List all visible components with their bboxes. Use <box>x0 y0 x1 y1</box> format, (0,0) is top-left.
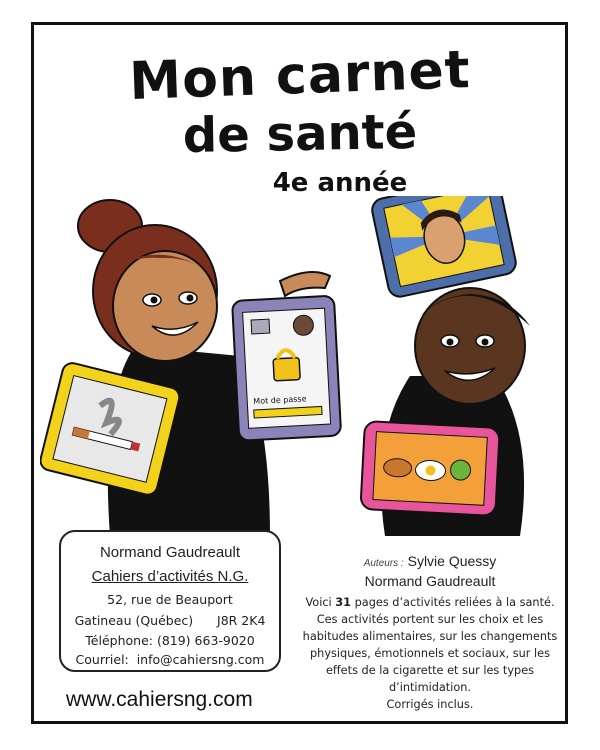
grade-label: 4e année <box>272 168 408 198</box>
publisher-box <box>59 530 281 672</box>
title-line-2: de santé <box>182 103 418 165</box>
tablet-password <box>232 296 341 441</box>
description <box>300 594 560 713</box>
description-text: pages d’activités reliées à la santé. Ces activités portent sur les choix et les habitudes alimentaires, sur les changements physiques, émotionnels et sociaux, sur les effets de la cigarette et sur les types d’intimidation. <box>302 596 558 694</box>
tablet-food <box>360 421 499 516</box>
tablet-face <box>370 196 518 299</box>
publisher-city: Gatineau (Québec) J8R 2K4 <box>74 613 266 628</box>
website-link[interactable]: www.cahiersng.com <box>66 688 253 711</box>
authors-label: Auteurs : <box>363 558 404 569</box>
answers-note: Corrigés inclus. <box>386 698 474 711</box>
publisher-name: Normand Gaudreault <box>99 544 241 561</box>
publisher-address: 52, rue de Beauport <box>107 592 233 607</box>
description-prefix: Voici <box>305 596 336 609</box>
authors-line-1 <box>300 553 560 569</box>
publisher-phone: Téléphone: (819) 663-9020 <box>85 633 255 648</box>
page-count: 31 <box>335 596 352 609</box>
author-2: Normand Gaudreault <box>364 573 496 589</box>
password-label: Mot de passe <box>253 394 307 407</box>
author-1: Sylvie Quessy <box>407 553 497 569</box>
publisher-email: Courriel: info@cahiersng.com <box>75 652 265 667</box>
cover-illustration <box>40 196 560 536</box>
title-line-1: Mon carnet <box>128 40 472 112</box>
publisher-company: Cahiers d’activités N.G. <box>91 568 249 585</box>
